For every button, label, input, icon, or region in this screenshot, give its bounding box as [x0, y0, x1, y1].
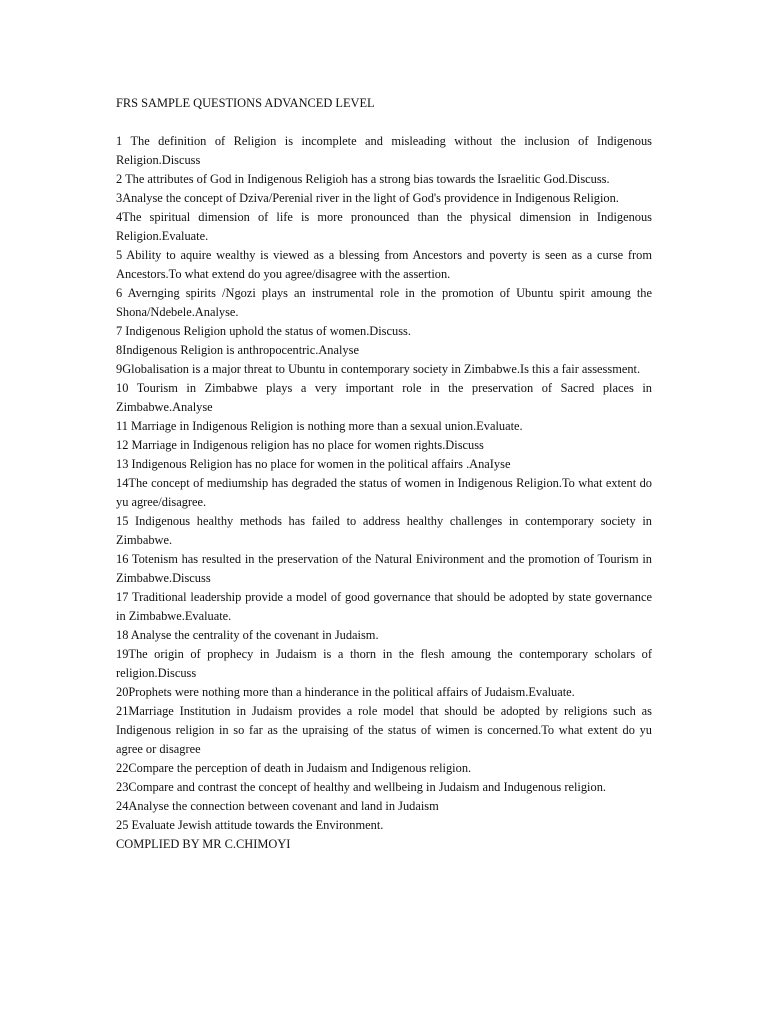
question-item: 10 Tourism in Zimbabwe plays a very important role in the preservation of Sacred places in Zimbabwe.Analyse — [116, 381, 652, 414]
document-title: FRS SAMPLE QUESTIONS ADVANCED LEVEL — [116, 96, 375, 110]
question-item: 21Marriage Institution in Judaism provides a role model that should be adopted by religions such as Indigenous religion in so far as the upraising of the status of wimen is concerned.To what extent do yu agree or disagree — [116, 704, 652, 756]
question-list — [116, 132, 652, 835]
question-item: 1 The definition of Religion is incomplete and misleading without the inclusion of Indigenous Religion.Discuss — [116, 134, 652, 167]
question-item: 3Analyse the concept of Dziva/Perenial river in the light of God's providence in Indigenous Religion. — [116, 191, 619, 205]
question-item: 20Prophets were nothing more than a hinderance in the political affairs of Judaism.Evaluate. — [116, 685, 575, 699]
question-item: 12 Marriage in Indigenous religion has no place for women rights.Discuss — [116, 438, 484, 452]
question-item: 23Compare and contrast the concept of healthy and wellbeing in Judaism and Indugenous religion. — [116, 780, 606, 794]
question-item: 15 Indigenous healthy methods has failed to address healthy challenges in contemporary society in Zimbabwe. — [116, 514, 652, 547]
compiler-credit: COMPLIED BY MR C.CHIMOYI — [116, 837, 291, 851]
question-item: 17 Traditional leadership provide a model of good governance that should be adopted by state governance in Zimbabwe.Evaluate. — [116, 590, 652, 623]
question-item: 19The origin of prophecy in Judaism is a thorn in the flesh amoung the contemporary scholars of religion.Discuss — [116, 647, 652, 680]
question-item: 11 Marriage in Indigenous Religion is nothing more than a sexual union.Evaluate. — [116, 419, 523, 433]
question-item: 14The concept of mediumship has degraded the status of women in Indigenous Religion.To what extent do yu agree/disagree. — [116, 476, 652, 509]
question-item: 4The spiritual dimension of life is more pronounced than the physical dimension in Indigenous Religion.Evaluate. — [116, 210, 652, 243]
question-item: 2 The attributes of God in Indigenous Religioh has a strong bias towards the Israelitic God.Discuss. — [116, 172, 610, 186]
document-page — [116, 94, 652, 854]
question-item: 13 Indigenous Religion has no place for women in the political affairs .AnaIyse — [116, 457, 511, 471]
question-item: 5 Ability to aquire wealthy is viewed as a blessing from Ancestors and poverty is seen as a curse from Ancestors.To what extend do you agree/disagree with the assertion. — [116, 248, 652, 281]
question-item: 22Compare the perception of death in Judaism and Indigenous religion. — [116, 761, 472, 775]
question-item: 16 Totenism has resulted in the preservation of the Natural Enivironment and the promotion of Tourism in Zimbabwe.Discuss — [116, 552, 652, 585]
question-item: 24Analyse the connection between covenant and land in Judaism — [116, 799, 439, 813]
question-item: 7 Indigenous Religion uphold the status of women.Discuss. — [116, 324, 411, 338]
question-item: 18 Analyse the centrality of the covenant in Judaism. — [116, 628, 379, 642]
question-item: 9Globalisation is a major threat to Ubuntu in contemporary society in Zimbabwe.Is this a fair assessment. — [116, 362, 641, 376]
question-item: 25 Evaluate Jewish attitude towards the Environment. — [116, 818, 384, 832]
question-item: 6 Avernging spirits /Ngozi plays an instrumental role in the promotion of Ubuntu spirit amoung the Shona/Ndebele.Analyse. — [116, 286, 652, 319]
question-item: 8Indigenous Religion is anthropocentric.Analyse — [116, 343, 359, 357]
